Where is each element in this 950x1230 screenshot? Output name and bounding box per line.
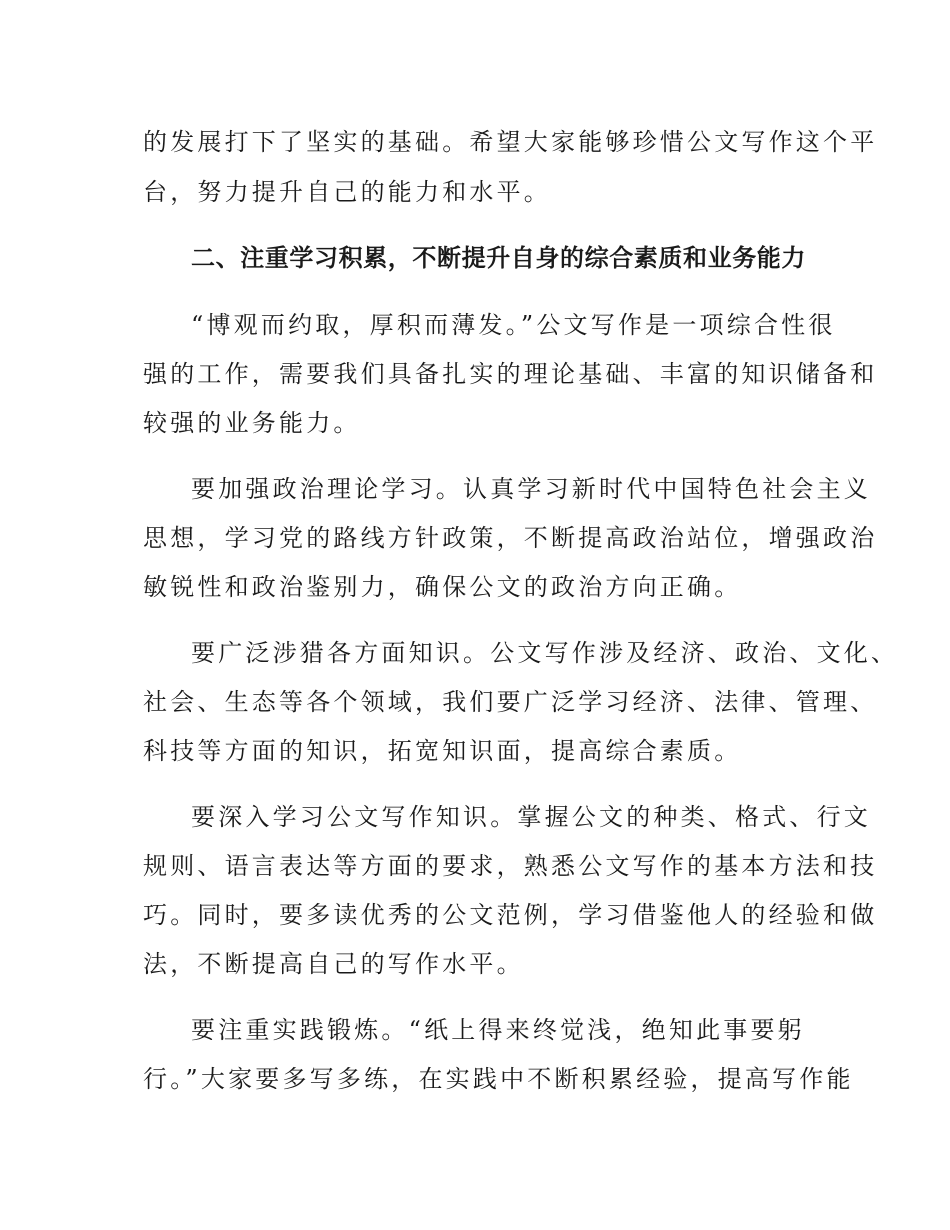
- paragraph-line: 思想，学习党的路线方针政策，不断提高政治站位，增强政治: [143, 524, 878, 552]
- paragraph-line: 要广泛涉猎各方面知识。公文写作涉及经济、政治、文化、: [191, 639, 899, 667]
- paragraph-line: 要深入学习公文写作知识。掌握公文的种类、格式、行文: [191, 803, 871, 831]
- paragraph-line: 法，不断提高自己的写作水平。: [143, 950, 524, 978]
- paragraph-line: 较强的业务能力。: [143, 409, 361, 437]
- paragraph-line: 社会、生态等各个领域，我们要广泛学习经济、法律、管理、: [143, 688, 878, 716]
- paragraph-line: 强的工作，需要我们具备扎实的理论基础、丰富的知识储备和: [143, 360, 878, 388]
- paragraph-line: 巧。同时，要多读优秀的公文范例，学习借鉴他人的经验和做: [143, 901, 878, 929]
- paragraph-line: 敏锐性和政治鉴别力，确保公文的政治方向正确。: [143, 573, 742, 601]
- paragraph-line: 要加强政治理论学习。认真学习新时代中国特色社会主义: [191, 475, 871, 503]
- section-heading: 二、注重学习积累，不断提升自身的综合素质和业务能力: [191, 244, 806, 272]
- paragraph-line: “博观而约取，厚积而薄发。”公文写作是一项综合性很: [191, 311, 836, 339]
- paragraph-line: 科技等方面的知识，拓宽知识面，提高综合素质。: [143, 737, 742, 765]
- paragraph-line: 要注重实践锻炼。“纸上得来终觉浅，绝知此事要躬: [191, 1016, 805, 1044]
- paragraph-line: 的发展打下了坚实的基础。希望大家能够珍惜公文写作这个平: [143, 128, 878, 156]
- paragraph-line: 行。”大家要多写多练，在实践中不断积累经验，提高写作能: [143, 1065, 854, 1093]
- paragraph-line: 规则、语言表达等方面的要求，熟悉公文写作的基本方法和技: [143, 852, 878, 880]
- paragraph-line: 台，努力提升自己的能力和水平。: [143, 178, 551, 206]
